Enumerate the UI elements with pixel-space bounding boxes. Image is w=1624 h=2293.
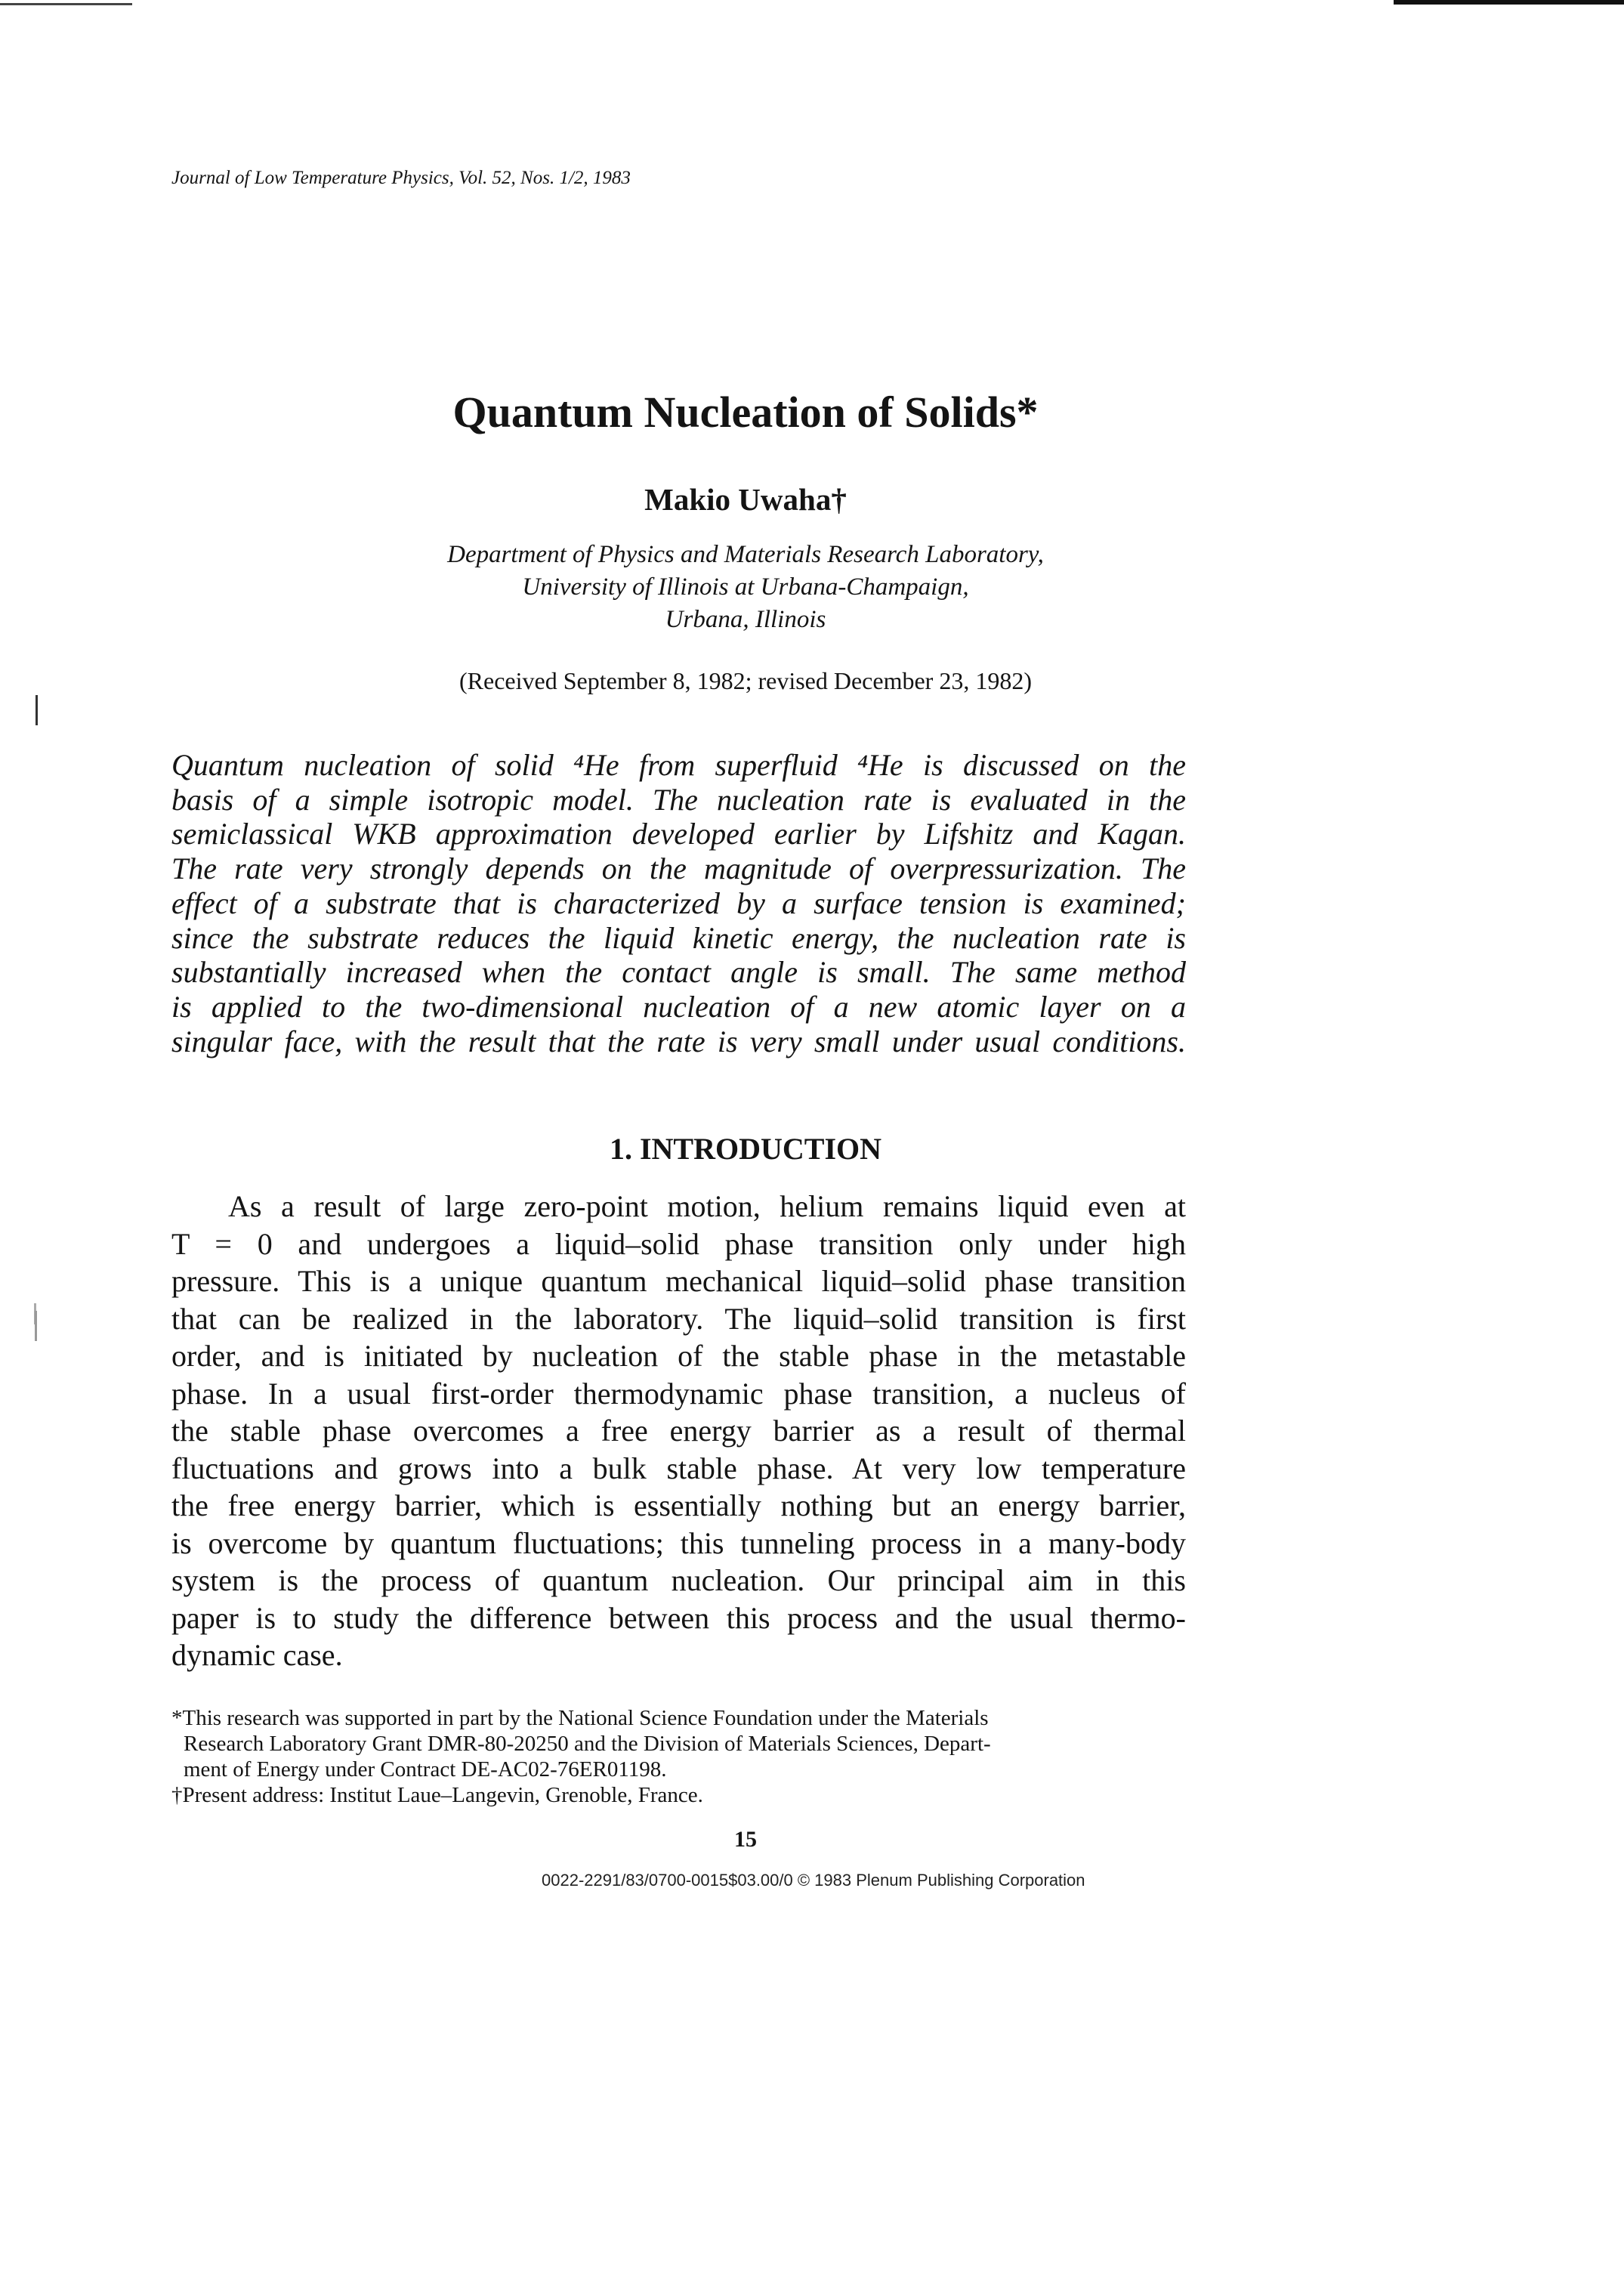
footnote-line: ment of Energy under Contract DE-AC02-76ER01198. xyxy=(184,1757,667,1782)
intro-line: system is the process of quantum nucleation. Our principal aim in this xyxy=(171,1563,1186,1597)
abstract-line: semiclassical WKB approximation developed earlier by Lifshitz and Kagan. xyxy=(171,817,1186,851)
affiliation xyxy=(60,539,1431,636)
intro-line: is overcome by quantum fluctuations; this tunneling process in a many-body xyxy=(171,1525,1186,1560)
section-heading: 1. INTRODUCTION xyxy=(609,1132,882,1166)
abstract-line: substantially increased when the contact angle is small. The same method xyxy=(171,955,1186,990)
received-dates: (Received September 8, 1982; revised December 23, 1982) xyxy=(459,667,1032,694)
footnote-address xyxy=(171,1782,1186,1808)
affiliation-line: University of Illinois at Urbana-Champaign, xyxy=(522,573,969,601)
paper-title: Quantum Nucleation of Solids* xyxy=(452,388,1039,437)
intro-paragraph xyxy=(171,1188,1186,1674)
abstract-line: effect of a substrate that is characterized by a surface tension is examined; xyxy=(171,885,1186,920)
abstract-line: Quantum nucleation of solid ⁴He from superfluid ⁴He is discussed on the xyxy=(171,748,1186,782)
intro-line: dynamic case. xyxy=(171,1638,343,1672)
intro-line: pressure. This is a unique quantum mechanical liquid–solid phase transition xyxy=(171,1264,1186,1298)
abstract-line: basis of a simple isotropic model. The nucleation rate is evaluated in the xyxy=(171,782,1186,817)
intro-line: the free energy barrier, which is essentially nothing but an energy barrier, xyxy=(171,1488,1186,1522)
intro-line: order, and is initiated by nucleation of the stable phase in the metastable xyxy=(171,1339,1186,1373)
abstract-line: The rate very strongly depends on the magnitude of overpressurization. The xyxy=(171,851,1186,886)
footnote-line: *This research was supported in part by the National Science Foundation under the Materials xyxy=(171,1706,989,1730)
intro-line: fluctuations and grows into a bulk stable phase. At very low temperature xyxy=(171,1451,1186,1485)
scan-edge-mark xyxy=(1394,0,1624,5)
intro-line: the stable phase overcomes a free energy barrier as a result of thermal xyxy=(171,1414,1186,1448)
author-name: Makio Uwaha† xyxy=(644,482,847,517)
intro-line: that can be realized in the laboratory. The liquid–solid transition is first xyxy=(171,1301,1186,1336)
intro-line: T = 0 and undergoes a liquid–solid phase transition only under high xyxy=(171,1226,1186,1261)
abstract xyxy=(171,748,1186,1058)
abstract-line: since the substrate reduces the liquid kinetic energy, the nucleation rate is xyxy=(171,920,1186,955)
footnote-line: †Present address: Institut Laue–Langevin, Grenoble, France. xyxy=(171,1783,703,1807)
intro-line: phase. In a usual first-order thermodynamic phase transition, a nucleus of xyxy=(171,1376,1186,1411)
abstract-line: singular face, with the result that the rate is very small under usual conditions. xyxy=(171,1024,1186,1058)
affiliation-line: Department of Physics and Materials Research Laboratory, xyxy=(447,541,1044,568)
scan-artifact xyxy=(36,695,38,725)
footnote-funding xyxy=(171,1705,1186,1782)
journal-citation: Journal of Low Temperature Physics, Vol. 52, Nos. 1/2, 1983 xyxy=(171,168,631,188)
footnote-line: Research Laboratory Grant DMR-80-20250 and the Division of Materials Sciences, Depart- xyxy=(184,1732,991,1756)
affiliation-line: Urbana, Illinois xyxy=(665,606,826,633)
intro-line: As a result of large zero-point motion, helium remains liquid even at xyxy=(228,1189,1186,1223)
footnotes xyxy=(171,1705,1186,1808)
scan-artifact xyxy=(35,1311,37,1341)
abstract-line: is applied to the two-dimensional nucleation of a new atomic layer on a xyxy=(171,989,1186,1024)
copyright-line: 0022-2291/83/0700-0015$03.00/0 © 1983 Plenum Publishing Corporation xyxy=(542,1871,1085,1890)
scan-edge-mark xyxy=(0,3,132,5)
intro-line: paper is to study the difference between this process and the usual thermo- xyxy=(171,1600,1186,1635)
page-number: 15 xyxy=(734,1827,757,1852)
